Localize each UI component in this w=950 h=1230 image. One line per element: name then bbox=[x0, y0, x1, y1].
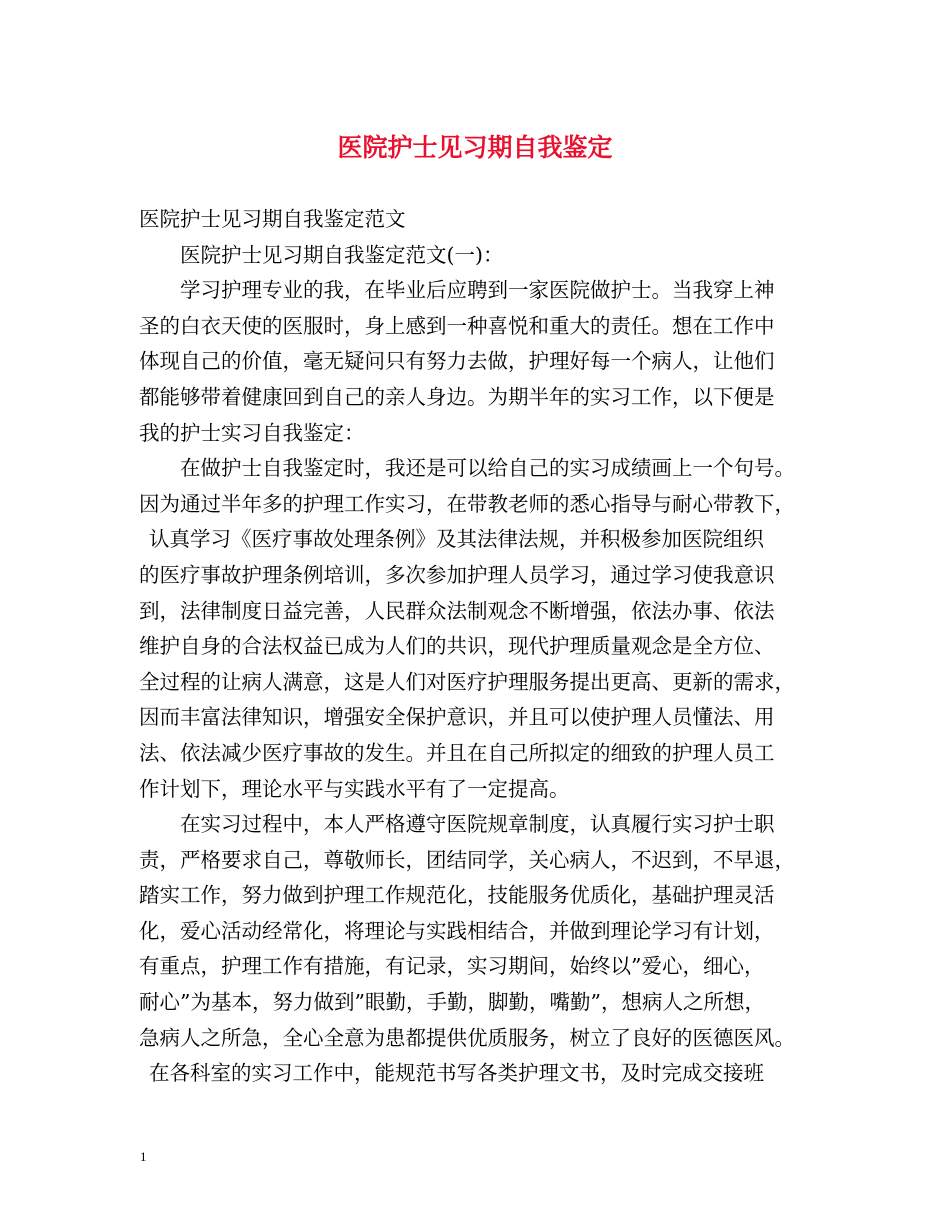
body-line: 认真学习《医疗事故处理条例》及其法律法规，并积极参加医院组织 bbox=[149, 527, 764, 552]
body-line: 学习护理专业的我，在毕业后应聘到一家医院做护士。当我穿上神 bbox=[180, 278, 775, 303]
body-line: 在做护士自我鉴定时，我还是可以给自己的实习成绩画上一个句号。 bbox=[180, 456, 795, 481]
body-line: 的医疗事故护理条例培训，多次参加护理人员学习，通过学习使我意识 bbox=[139, 562, 775, 587]
body-line: 医院护士见习期自我鉴定范文(一)： bbox=[180, 242, 504, 267]
body-line: 责，严格要求自己，尊敬师长，团结同学，关心病人，不迟到，不早退， bbox=[139, 847, 795, 872]
body-line: 都能够带着健康回到自己的亲人身边。为期半年的实习工作，以下便是 bbox=[139, 384, 775, 409]
body-line: 维护自身的合法权益已成为人们的共识，现代护理质量观念是全方位、 bbox=[139, 634, 775, 659]
body-line: 踏实工作，努力做到护理工作规范化，技能服务优质化，基础护理灵活 bbox=[139, 883, 775, 908]
body-line: 全过程的让病人满意，这是人们对医疗护理服务提出更高、更新的需求， bbox=[139, 669, 795, 694]
body-line: 在实习过程中，本人严格遵守医院规章制度，认真履行实习护士职 bbox=[180, 812, 775, 837]
body-line: 体现自己的价值，毫无疑问只有努力去做，护理好每一个病人，让他们 bbox=[139, 349, 775, 374]
page-number: 1 bbox=[140, 1149, 147, 1164]
body-line: 法、依法减少医疗事故的发生。并且在自己所拟定的细致的护理人员工 bbox=[139, 740, 775, 765]
body-line: 医院护士见习期自我鉴定范文 bbox=[139, 207, 406, 231]
body-line: 在各科室的实习工作中，能规范书写各类护理文书，及时完成交接班 bbox=[149, 1061, 764, 1086]
body-line: 耐心”为基本，努力做到”眼勤，手勤，脚勤，嘴勤”，想病人之所想， bbox=[139, 990, 765, 1015]
document-title: 医院护士见习期自我鉴定 bbox=[337, 133, 613, 162]
body-line: 圣的白衣天使的医服时，身上感到一种喜悦和重大的责任。想在工作中 bbox=[139, 313, 775, 338]
body-line: 因为通过半年多的护理工作实习，在带教老师的悉心指导与耐心带教下， bbox=[139, 491, 795, 516]
body-line: 化，爱心活动经常化，将理论与实践相结合，并做到理论学习有计划， bbox=[139, 918, 775, 943]
body-line: 因而丰富法律知识，增强安全保护意识，并且可以使护理人员懂法、用 bbox=[139, 705, 775, 730]
body-line: 到，法律制度日益完善，人民群众法制观念不断增强，依法办事、依法 bbox=[139, 598, 775, 623]
body-line: 作计划下，理论水平与实践水平有了一定提高。 bbox=[139, 776, 570, 801]
body-line: 我的护士实习自我鉴定： bbox=[139, 420, 365, 445]
document-body bbox=[139, 202, 829, 1092]
body-line: 急病人之所急，全心全意为患都提供优质服务，树立了良好的医德医风。 bbox=[139, 1025, 795, 1050]
body-line: 有重点，护理工作有措施，有记录，实习期间，始终以”爱心，细心， bbox=[139, 954, 765, 979]
